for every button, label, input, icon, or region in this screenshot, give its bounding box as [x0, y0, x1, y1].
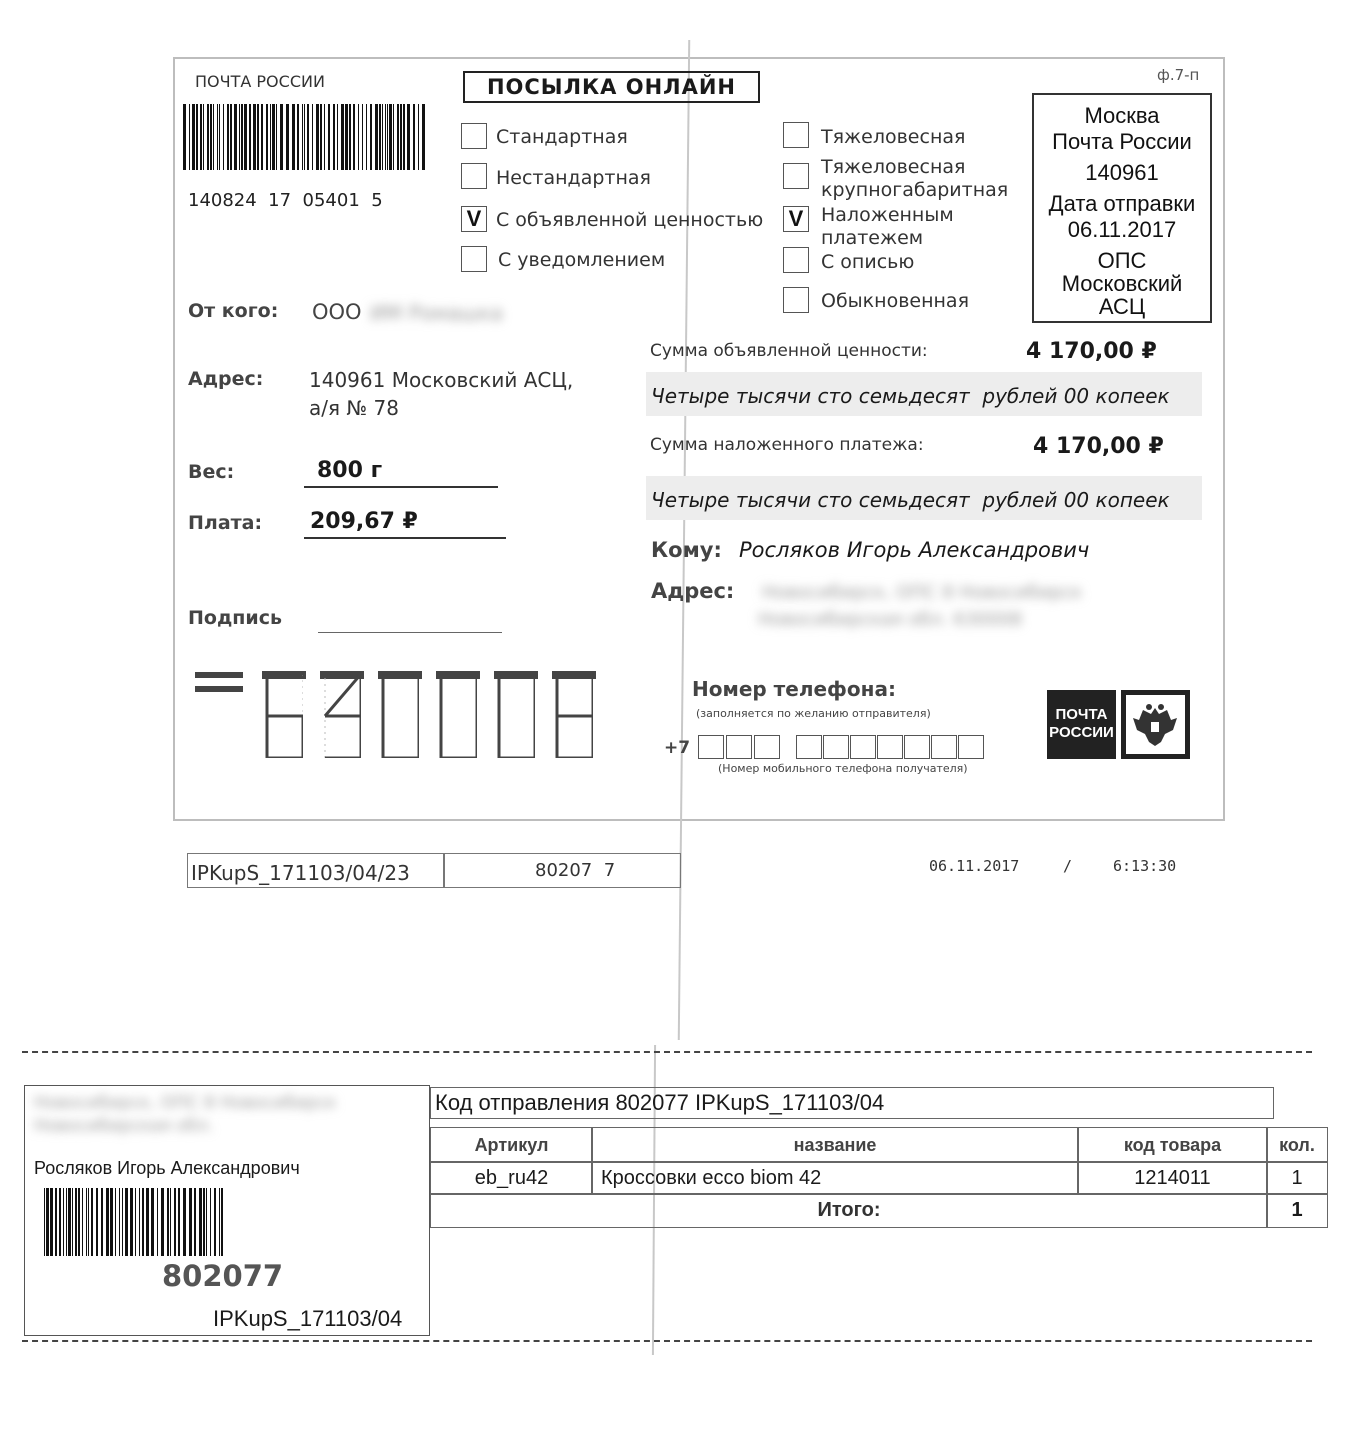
barcode-bar [302, 104, 303, 170]
barcode-bar [353, 104, 355, 170]
barcode-bar [223, 104, 224, 170]
barcode-bar [230, 104, 232, 170]
barcode-bar [203, 104, 204, 170]
phone-digit-box[interactable] [726, 735, 752, 759]
barcode-bar [320, 104, 322, 170]
index-marker [195, 672, 243, 678]
barcode-bar [82, 1188, 83, 1256]
phone-digit-box[interactable] [823, 735, 849, 759]
shipment-code: Код отправления 802077 IPKupS_171103/04 [430, 1087, 1274, 1119]
checkbox-declared-value[interactable]: V [461, 206, 487, 232]
barcode-bar [234, 104, 237, 170]
from-label: От кого: [188, 300, 279, 322]
barcode-bar [286, 104, 289, 170]
barcode-bar [146, 1188, 149, 1256]
logo-text: ПОЧТА [1055, 706, 1108, 723]
barcode-bar [403, 104, 405, 170]
barcode-bar [397, 104, 399, 170]
phone-digit-box[interactable] [850, 735, 876, 759]
checkbox-cod[interactable]: V [783, 206, 809, 232]
table-header: кол. [1266, 1127, 1328, 1163]
barcode-bar [407, 104, 410, 170]
declared-value: 4 170,00 ₽ [1026, 339, 1157, 364]
logo-text: РОССИИ [1049, 724, 1114, 741]
signature-line [318, 632, 502, 633]
barcode [183, 104, 428, 170]
barcode-bar [261, 104, 263, 170]
meta-number: 80207 7 [535, 860, 616, 881]
barcode-bar [44, 1188, 45, 1256]
stamp-org: Почта России [1052, 129, 1192, 154]
barcode-bar [78, 1188, 80, 1256]
slip-hidden-address: Новосибирск, ОПС 8 Новосибирск [34, 1093, 337, 1113]
barcode-bar [316, 104, 319, 170]
option-label: платежем [821, 227, 924, 249]
barcode-bar [139, 1188, 140, 1256]
barcode-bar [385, 104, 386, 170]
table-header: название [591, 1127, 1079, 1163]
eagle-emblem-icon [1121, 690, 1190, 759]
barcode-bar [379, 104, 381, 170]
address-line: а/я № 78 [309, 396, 399, 420]
barcode-bar [244, 104, 247, 170]
barcode-bar [341, 104, 344, 170]
checkbox-nonstandard[interactable] [461, 163, 487, 189]
barcode-bar [167, 1188, 169, 1256]
meta-divider [443, 853, 445, 888]
weight-label: Вес: [188, 461, 235, 483]
russian-post-logo [1047, 690, 1116, 759]
slip-hidden-address: Новосибирская обл. [34, 1116, 214, 1136]
cod-words: Четыре тысячи сто семьдесят рублей 00 копеек [651, 488, 1170, 512]
barcode-bar [217, 104, 218, 170]
phone-digit-box[interactable] [796, 735, 822, 759]
index-marker [195, 686, 243, 692]
meta-code: IPKupS_171103/04/23 [191, 861, 410, 885]
barcode-bar [393, 104, 394, 170]
weight-underline [304, 486, 498, 488]
phone-digit-box[interactable] [698, 735, 724, 759]
barcode-bar [88, 1188, 89, 1256]
barcode-bar [170, 1188, 171, 1256]
barcode-bar [72, 1188, 73, 1256]
address-line: 140961 Московский АСЦ, [309, 368, 574, 392]
fee-underline [304, 537, 506, 539]
phone-label: Номер телефона: [692, 677, 896, 701]
to-label: Кому: [651, 538, 722, 562]
option-label: С уведомлением [498, 249, 666, 271]
barcode-bar [66, 1188, 67, 1256]
barcode-bar [183, 1188, 186, 1256]
index-digit [323, 672, 361, 758]
barcode-bar [227, 104, 229, 170]
barcode-bar [266, 104, 268, 170]
barcode-bar [345, 104, 348, 170]
barcode-bar [199, 1188, 202, 1256]
barcode-bar [196, 104, 198, 170]
barcode-bar [249, 104, 251, 170]
barcode-bar [63, 1188, 64, 1256]
table-header: Артикул [430, 1127, 593, 1163]
barcode-bar [203, 1188, 205, 1256]
from-hidden: ИМ Ромашка [370, 301, 503, 325]
table-cell-name: Кроссовки ecco biom 42 [591, 1161, 1079, 1195]
phone-prefix: +7 [664, 738, 691, 758]
barcode-bar [183, 104, 186, 170]
barcode-bar [210, 104, 212, 170]
cut-line [22, 1051, 1312, 1053]
barcode-bar [68, 1188, 71, 1256]
slip-barcode-code: IPKupS_171103/04 [213, 1306, 403, 1331]
barcode-bar [96, 1188, 98, 1256]
table-header: код товара [1077, 1127, 1268, 1163]
barcode-bar [213, 104, 214, 170]
option-label: С описью [821, 251, 915, 273]
declared-words: Четыре тысячи сто семьдесят рублей 00 копеек [651, 384, 1170, 408]
barcode-bar [276, 104, 277, 170]
index-digit [497, 672, 535, 758]
checkbox-heavy[interactable] [783, 122, 809, 148]
phone-hint: (заполняется по желанию отправителя) [696, 707, 931, 720]
barcode-bar [101, 1188, 103, 1256]
option-label: Нестандартная [496, 167, 651, 189]
declared-label: Сумма объявленной ценности: [650, 341, 928, 361]
meta-separator: / [1063, 857, 1073, 875]
barcode-bar [50, 1188, 53, 1256]
phone-digit-box[interactable] [931, 735, 957, 759]
from-value: ООО [312, 300, 362, 324]
barcode-bar [292, 104, 295, 170]
barcode-bar [400, 104, 402, 170]
option-label: Наложенным [821, 204, 954, 226]
barcode-bar [389, 104, 392, 170]
option-label: Стандартная [496, 126, 628, 148]
barcode-bar [174, 1188, 176, 1256]
barcode-bar [122, 1188, 123, 1256]
barcode-bar [382, 104, 383, 170]
barcode-bar [280, 104, 283, 170]
barcode-bar [75, 1188, 77, 1256]
to-value: Росляков Игорь Александрович [739, 538, 1090, 562]
barcode-bar [370, 104, 372, 170]
option-label: Обыкновенная [821, 290, 970, 312]
barcode-bar [324, 104, 325, 170]
barcode-bar [241, 104, 243, 170]
slip-recipient: Росляков Игорь Александрович [34, 1158, 300, 1178]
barcode-bar [86, 1188, 87, 1256]
barcode-bar [349, 104, 351, 170]
option-label: Тяжеловесная [821, 156, 966, 178]
stamp-ops-line: Московский [1061, 271, 1183, 296]
stamp-ops-line: ОПС [1097, 248, 1147, 273]
cut-line [22, 1340, 1312, 1342]
checkbox-inventory[interactable] [783, 247, 809, 273]
post-office-stamp [1032, 93, 1212, 323]
stamp-city: Москва [1084, 103, 1160, 128]
index-digit [439, 672, 477, 758]
barcode-bar [115, 1188, 116, 1256]
option-label: крупногабаритная [821, 179, 1009, 201]
barcode-bar [422, 104, 425, 170]
barcode-bar [142, 1188, 144, 1256]
barcode-bar [194, 1188, 196, 1256]
barcode-bar [328, 104, 330, 170]
brand-top: ПОЧТА РОССИИ [195, 72, 325, 91]
barcode-bar [358, 104, 359, 170]
barcode-bar [418, 104, 419, 170]
barcode-bar [119, 1188, 120, 1256]
barcode-bar [161, 1188, 164, 1256]
barcode-bar [387, 104, 388, 170]
phone-digit-box[interactable] [904, 735, 930, 759]
to-address-label: Адрес: [651, 579, 735, 603]
cod-value: 4 170,00 ₽ [1033, 434, 1164, 459]
barcode-bar [221, 1188, 223, 1256]
stamp-ops-line: АСЦ [1098, 294, 1146, 319]
checkbox-standard[interactable] [461, 123, 487, 149]
table-cell-article: eb_ru42 [430, 1161, 593, 1195]
barcode-bar [375, 104, 378, 170]
barcode-bar [312, 104, 313, 170]
meta-time: 6:13:30 [1113, 857, 1177, 875]
barcode-bar [110, 1188, 113, 1256]
index-digit [265, 672, 303, 758]
barcode-bar [210, 1188, 211, 1256]
barcode-bar [130, 1188, 133, 1256]
barcode-bar [135, 1188, 136, 1256]
checkbox-heavy-oversized[interactable] [783, 163, 809, 189]
barcode-bar [307, 104, 309, 170]
barcode-bar [362, 104, 363, 170]
barcode-bar [151, 1188, 154, 1256]
barcode-bar [106, 1188, 109, 1256]
barcode-bar [337, 104, 338, 170]
slip-barcode [44, 1188, 226, 1256]
barcode-bar [366, 104, 367, 170]
form-code: ф.7-п [1157, 66, 1200, 84]
barcode-bar [304, 104, 305, 170]
to-address-hidden: Новосибирская обл. 630008 [758, 609, 1023, 630]
barcode-bar [214, 1188, 216, 1256]
barcode-bar [333, 104, 335, 170]
table-total-label: Итого: [430, 1193, 1268, 1228]
stamp-ops [1034, 249, 1210, 318]
phone-digit-box[interactable] [877, 735, 903, 759]
barcode-bar [46, 1188, 49, 1256]
table-cell-code: 1214011 [1077, 1161, 1268, 1195]
barcode-bar [91, 1188, 93, 1256]
meta-date: 06.11.2017 [929, 857, 1020, 875]
signature-label: Подпись [188, 607, 283, 629]
stamp-date: 06.11.2017 [1067, 217, 1177, 242]
barcode-bar [297, 104, 299, 170]
phone-caption: (Номер мобильного телефона получателя) [718, 762, 968, 775]
barcode-bar [206, 1188, 207, 1256]
stamp-index: 140961 [1085, 160, 1159, 185]
barcode-bar [219, 104, 220, 170]
barcode-bar [219, 1188, 220, 1256]
address-label: Адрес: [188, 368, 264, 390]
barcode-bar [253, 104, 256, 170]
barcode-number: 140824 17 05401 5 [188, 190, 383, 211]
barcode-bar [192, 104, 195, 170]
fee-value: 209,67 ₽ [310, 509, 418, 534]
barcode-bar [207, 104, 209, 170]
barcode-bar [272, 104, 275, 170]
stamp-date-label: Дата отправки [1048, 191, 1196, 216]
table-cell-qty: 1 [1266, 1161, 1328, 1195]
barcode-bar [200, 104, 202, 170]
cod-label: Сумма наложенного платежа: [650, 435, 924, 455]
barcode-bar [157, 1188, 158, 1256]
index-digit [381, 672, 419, 758]
table-total-value: 1 [1266, 1193, 1328, 1228]
to-address-hidden: Новосибирск, ОПС 8 Новосибирск [762, 582, 1083, 603]
barcode-bar [189, 104, 190, 170]
fee-label: Плата: [188, 512, 263, 534]
phone-digit-box[interactable] [754, 735, 780, 759]
index-digit [555, 672, 593, 758]
form-title: ПОСЫЛКА ОНЛАЙН [463, 71, 760, 103]
checkbox-notification[interactable] [461, 246, 487, 272]
slip-barcode-number: 802077 [162, 1259, 284, 1293]
barcode-bar [189, 1188, 192, 1256]
option-label: Тяжеловесная [821, 126, 966, 148]
checkbox-ordinary[interactable] [783, 287, 809, 313]
barcode-bar [257, 104, 259, 170]
barcode-bar [55, 1188, 57, 1256]
weight-value: 800 г [317, 458, 383, 483]
barcode-bar [270, 104, 271, 170]
barcode-bar [178, 1188, 180, 1256]
barcode-bar [413, 104, 415, 170]
phone-digit-box[interactable] [958, 735, 984, 759]
barcode-bar [59, 1188, 61, 1256]
barcode-bar [239, 104, 240, 170]
option-label: С объявленной ценностью [496, 209, 764, 231]
barcode-bar [125, 1188, 128, 1256]
